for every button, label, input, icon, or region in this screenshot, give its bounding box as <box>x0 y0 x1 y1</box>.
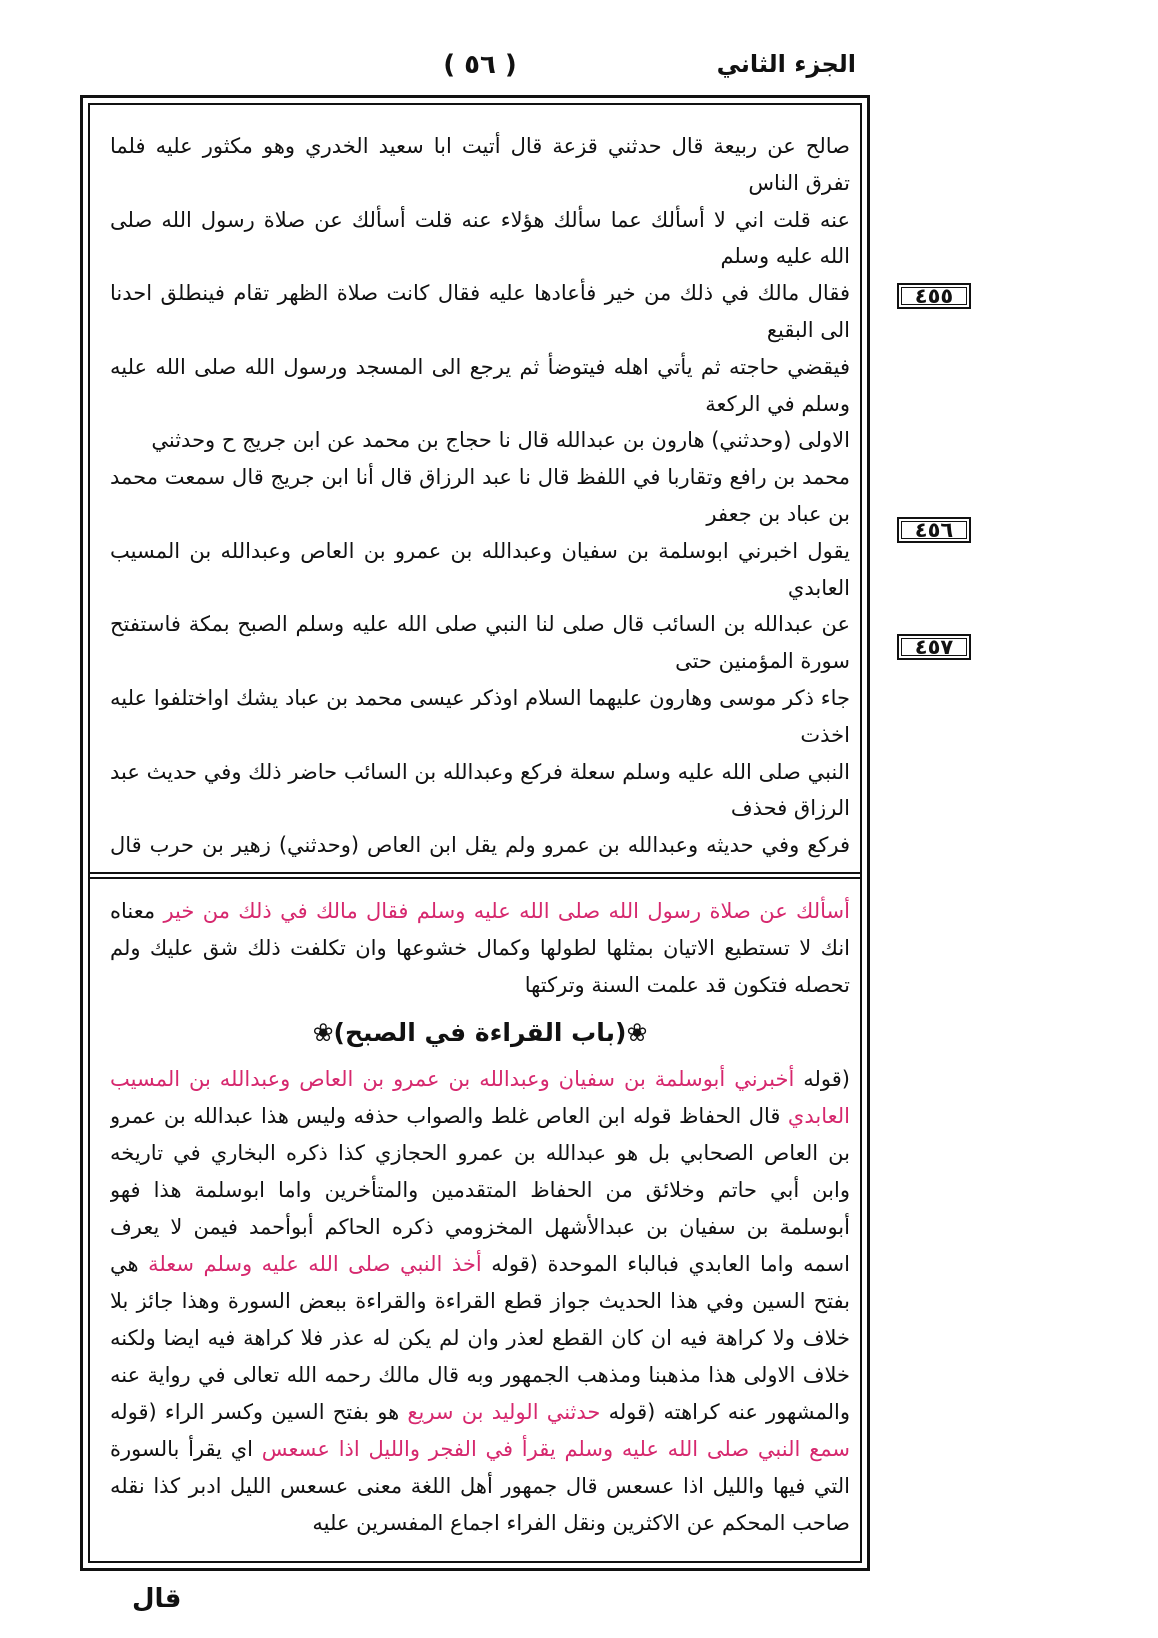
commentary-block <box>110 893 850 1553</box>
hadith-text-block <box>110 128 850 866</box>
hadith-line: عن عبدالله بن السائب قال صلى لنا النبي صلى الله عليه وسلم الصبح بمكة فاستفتح سورة المؤمنين حتى <box>110 612 850 674</box>
commentary-highlight: أسألك عن صلاة رسول الله صلى الله عليه وسلم فقال مالك في ذلك من خير <box>163 899 850 923</box>
commentary-lead: (قوله <box>110 1400 157 1424</box>
commentary-highlight: سمع النبي صلى الله عليه وسلم يقرأ في الفجر والليل اذا عسعس <box>261 1437 850 1461</box>
hadith-number-457: ٤٥٧ <box>897 634 971 660</box>
commentary-text: هي بفتح السين وفي هذا الحديث جواز قطع القراءة والقراءة ببعض السورة وهذا جائز بلا خلاف ولا كراهة فيه ان كان القطع لعذر وان لم يكن له عذر فلا كراهة فيه ايضا ولكنه خلاف الاولى هذا مذهبنا ومذهب الجمهور وبه قال مالك رحمه الله تعالى في رواية عنه والمشهور عنه كراهته <box>110 1252 850 1424</box>
commentary-text: قال الحفاظ قوله ابن العاص غلط والصواب حذفه وليس هذا عبدالله بن عمرو بن العاص الصحابي بل هو عبدالله بن عمرو الحجازي كذا ذكره البخاري في تاريخه وابن أبي حاتم وخلائق من الحفاظ المتقدمين والمتأخرين واما ابوسلمة هذا فهو أبوسلمة بن سفيان بن عبدالأشهل المخزومي ذكره الحاكم أبوأحمد فيمن لا يعرف اسمه واما العابدي فبالباء الموحدة <box>110 1104 850 1276</box>
commentary-intro-text: معناه انك لا تستطيع الاتيان بمثلها لطولها وكمال خشوعها وان تكلفت ذلك شق عليك ولم تحصله فتكون قد علمت السنة وتركتها <box>110 899 850 997</box>
commentary-highlight: حدثني الوليد بن سريع <box>407 1400 601 1424</box>
commentary-highlight: أخبرني أبوسلمة بن سفيان وعبدالله بن عمرو بن العاص وعبدالله بن المسيب العابدي <box>110 1067 850 1128</box>
page-number: ( ٥٦ ) <box>443 50 517 80</box>
hadith-line: صالح عن ربيعة قال حدثني قزعة قال أتيت ابا سعيد الخدري وهو مكثور عليه فلما تفرق الناس <box>110 134 850 195</box>
hadith-line: فقال مالك في ذلك من خير فأعادها عليه فقال كانت صلاة الظهر تقام فينطلق احدنا الى البقيع <box>110 281 850 342</box>
catchword: قال <box>132 1584 182 1614</box>
commentary-paragraph <box>110 1061 850 1542</box>
commentary-intro <box>110 893 850 1004</box>
hadith-line: جاء ذكر موسى وهارون عليهما السلام اوذكر عيسى محمد بن عباد يشك اواختلفوا عليه اخذت <box>110 685 850 747</box>
hadith-line: فيقضي حاجته ثم يأتي اهله فيتوضأ ثم يرجع الى المسجد ورسول الله صلى الله عليه وسلم في الركعة <box>110 354 850 416</box>
hadith-number-455: ٤٥٥ <box>897 283 971 309</box>
commentary-lead: (قوله <box>608 1400 656 1424</box>
commentary-lead: (قوله <box>491 1252 538 1276</box>
commentary-text: هو بفتح السين وكسر الراء <box>164 1400 400 1424</box>
hadith-line: يقول اخبرني ابوسلمة بن سفيان وعبدالله بن عمرو بن العاص وعبدالله بن المسيب العابدي <box>110 538 850 600</box>
commentary-text: اي يقرأ بالسورة التي فيها والليل اذا عسعس قال جمهور أهل اللغة معنى عسعس الليل ادبر كذا نقله صاحب المحكم عن الاكثرين ونقل الفراء اجماع المفسرين عليه <box>110 1437 850 1535</box>
hadith-line: الاولى (وحدثني) هارون بن عبدالله قال نا حجاج بن محمد عن ابن جريج ح وحدثني <box>151 428 850 453</box>
hadith-line: النبي صلى الله عليه وسلم سعلة فركع وعبدالله بن السائب حاضر ذلك وفي حديث عبد الرزاق فحذف <box>110 759 850 821</box>
hadith-line: عنه قلت اني لا أسألك عما سألك هؤلاء عنه قلت أسألك عن صلاة رسول الله صلى الله عليه وسلم <box>110 207 850 269</box>
commentary-lead: (قوله <box>803 1067 850 1091</box>
frame-divider <box>88 872 862 879</box>
part-title: الجزء الثاني <box>716 50 856 78</box>
commentary-highlight: أخذ النبي صلى الله عليه وسلم سعلة <box>148 1252 482 1276</box>
hadith-line: محمد بن رافع وتقاربا في اللفظ قال نا عبد الرزاق قال أنا ابن جريج قال سمعت محمد بن عباد بن جعفر <box>110 465 850 526</box>
chapter-heading: ❀(باب القراءة في الصبح)❀ <box>312 1018 648 1047</box>
hadith-line: فركع وفي حديثه وعبدالله بن عمرو ولم يقل ابن العاص (وحدثني) زهير بن حرب قال <box>110 833 850 858</box>
hadith-number-456: ٤٥٦ <box>897 517 971 543</box>
